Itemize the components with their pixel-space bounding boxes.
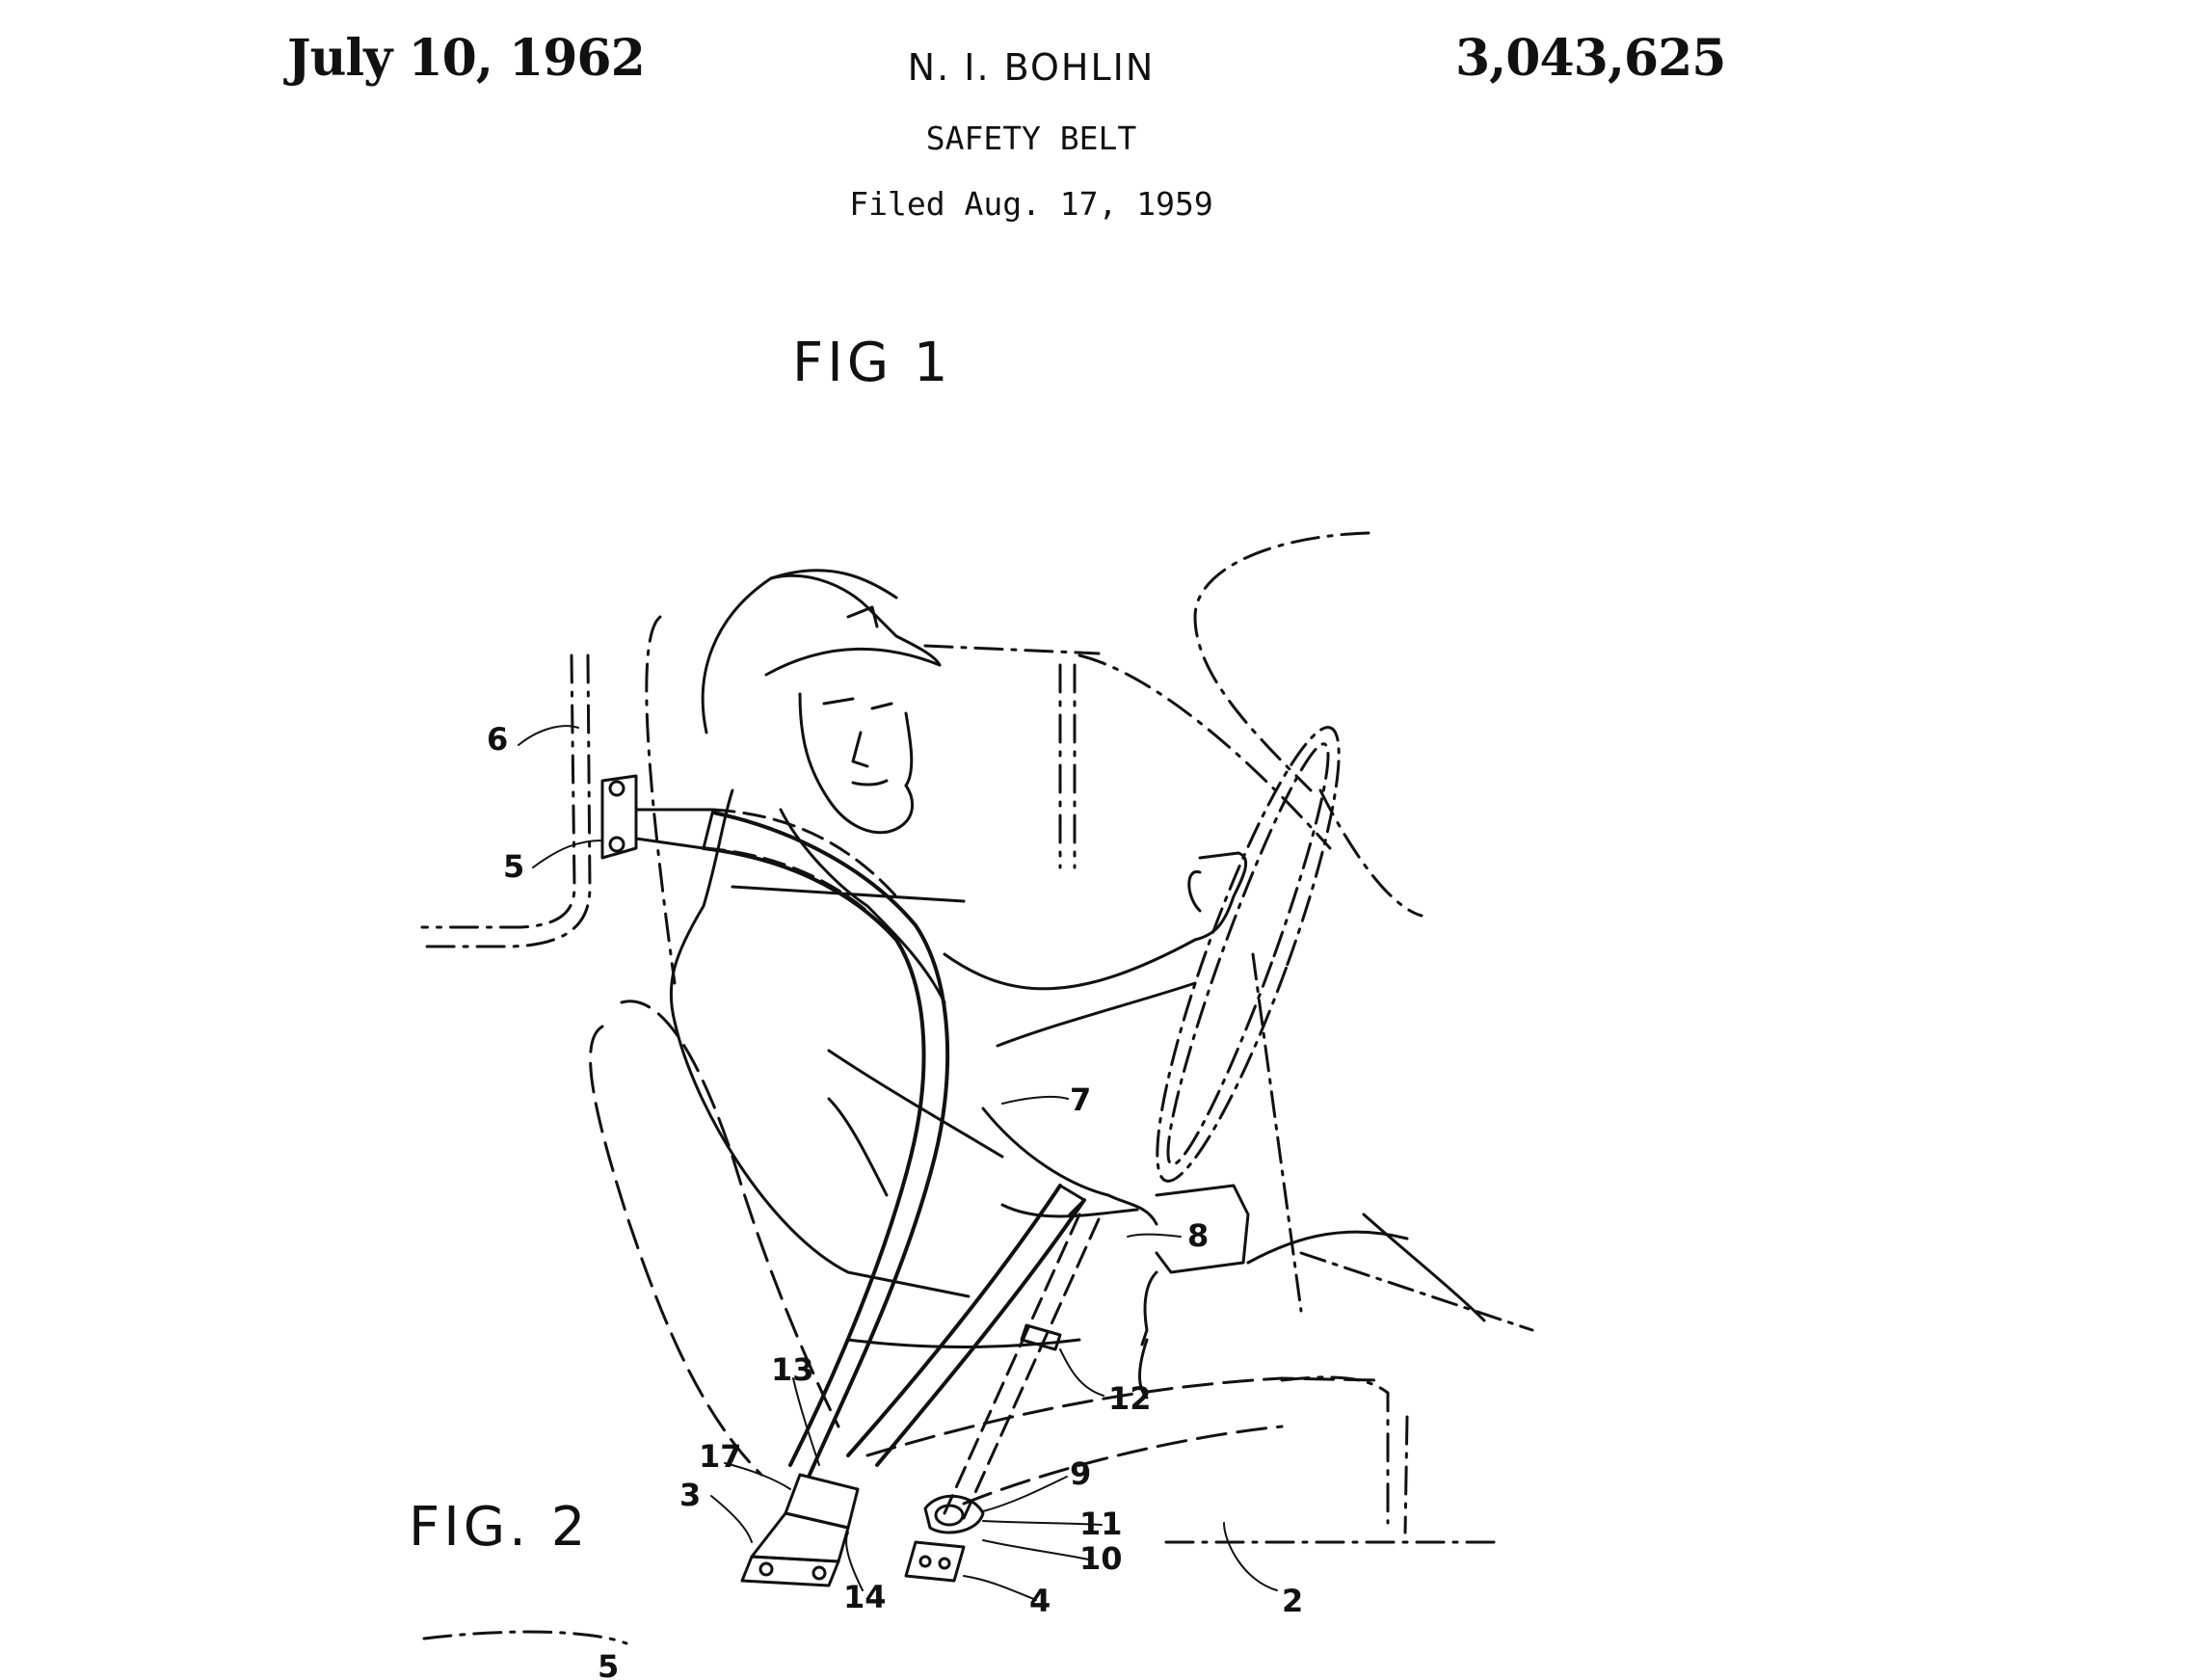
leader-lines: [519, 726, 1277, 1600]
reference-numerals: [487, 721, 1303, 1680]
ref-2: 2: [1282, 1583, 1304, 1619]
ref-5: 5: [503, 848, 525, 885]
ref-12: 12: [1108, 1380, 1152, 1417]
fig2-label: FIG. 2: [409, 1496, 590, 1559]
fig1-label: FIG 1: [792, 332, 952, 394]
ref-4: 4: [1029, 1583, 1051, 1619]
patent-number: 3,043,625: [1455, 29, 1726, 88]
fig2-ref-5: 5: [598, 1648, 620, 1680]
ref-10: 10: [1079, 1540, 1123, 1577]
patent-title: SAFETY BELT: [925, 120, 1137, 157]
filing-date: Filed Aug. 17, 1959: [849, 185, 1213, 223]
ref-3: 3: [679, 1477, 702, 1513]
ref-13: 13: [771, 1351, 814, 1388]
ref-7: 7: [1070, 1081, 1092, 1118]
patent-date: July 10, 1962: [287, 29, 645, 88]
vehicle-outline: [422, 533, 1494, 1643]
ref-17: 17: [699, 1438, 742, 1475]
inventor-name: N. I. BOHLIN: [907, 46, 1156, 89]
ref-9: 9: [1070, 1455, 1092, 1492]
safety-belt: [602, 776, 1099, 1586]
ref-14: 14: [843, 1579, 887, 1615]
ref-8: 8: [1187, 1217, 1210, 1254]
ref-6: 6: [487, 721, 509, 758]
ref-11: 11: [1079, 1506, 1123, 1542]
